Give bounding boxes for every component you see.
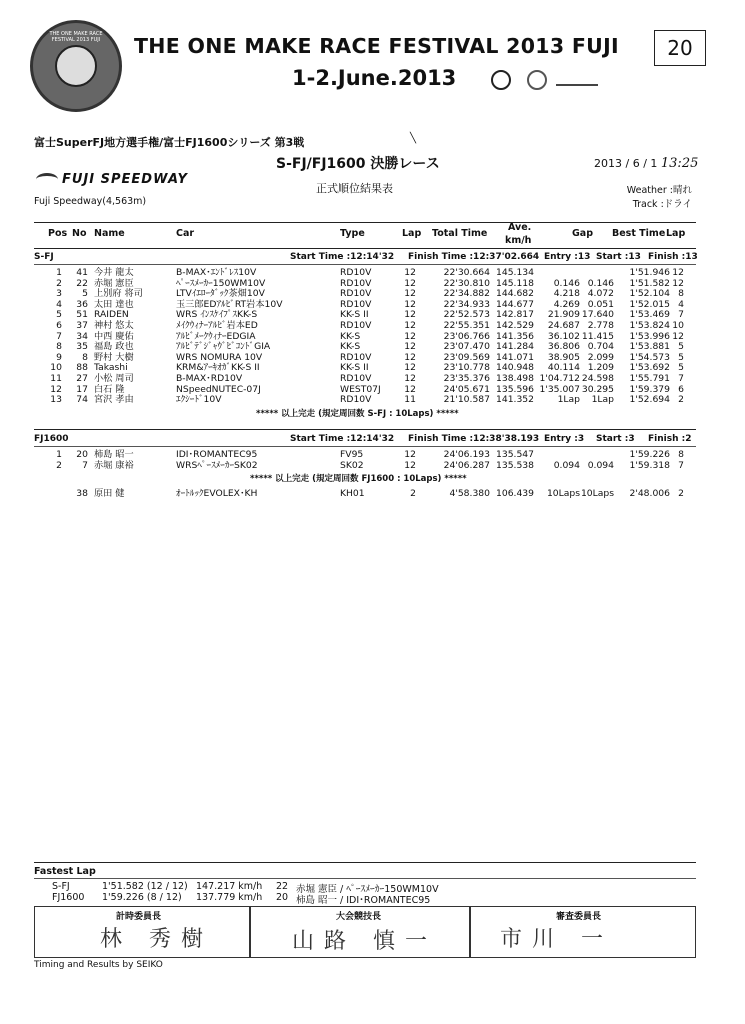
fastest-class: S-FJ — [52, 881, 70, 892]
cell-no: 20 — [76, 449, 88, 460]
cell-best: 1'55.791 — [629, 373, 670, 384]
cell-name: 赤堀 康裕 — [94, 459, 134, 471]
group-rule — [34, 264, 696, 265]
cell-bestlap: 8 — [678, 449, 684, 460]
cell-gap2: 1.209 — [587, 362, 614, 374]
race-title: S-FJ/FJ1600 決勝レース — [276, 156, 440, 172]
cell-total: 23'09.569 — [443, 351, 490, 363]
cell-no: 22 — [76, 277, 88, 289]
cell-best: 2'48.006 — [629, 488, 670, 500]
cell-total: 22'34.933 — [443, 298, 490, 310]
cell-gap1: 1Lap — [557, 394, 580, 406]
fastest-car-no: 22 — [276, 881, 289, 892]
cell-bestlap: 10 — [672, 320, 684, 331]
cell-total: 24'06.193 — [443, 449, 490, 460]
group-finish: Finish :13 — [648, 252, 698, 262]
cell-total: 23'07.470 — [443, 341, 490, 353]
document-date — [594, 156, 698, 171]
table-row — [34, 449, 696, 460]
group-start: Start :13 — [596, 252, 641, 262]
cell-car: ﾍﾟｰｽﾒｰｶｰ150WM10V — [176, 277, 266, 289]
cell-type: RD10V — [340, 288, 372, 300]
cell-bestlap: 8 — [678, 288, 684, 300]
cell-bestlap: 2 — [678, 488, 684, 500]
cell-best: 1'53.824 — [629, 320, 670, 331]
cell-no: 8 — [82, 351, 88, 363]
cell-bestlap: 2 — [678, 394, 684, 406]
cell-total: 22'34.882 — [443, 288, 490, 300]
cell-name: Takashi — [94, 362, 128, 374]
table-row — [34, 384, 696, 395]
cell-name: 神村 悠太 — [94, 320, 134, 331]
cell-best: 1'51.582 — [629, 277, 670, 289]
cell-type: RD10V — [340, 298, 372, 310]
group-start-time: Start Time :12:14'32 — [290, 434, 395, 444]
cell-type: WEST07J — [340, 383, 381, 395]
cell-pos: 2 — [56, 277, 62, 289]
cell-type: KK-S II — [340, 309, 369, 321]
table-row — [34, 352, 696, 363]
cell-car: IDI･ROMANTEC95 — [176, 449, 258, 460]
cell-car: KRM&ｱｰｷｵｶﾞKK-S II — [176, 362, 260, 374]
cell-lap: 12 — [404, 373, 416, 384]
page-title: THE ONE MAKE RACE FESTIVAL 2013 FUJI — [134, 34, 619, 58]
cell-type: RD10V — [340, 394, 372, 406]
cell-bestlap: 12 — [672, 330, 684, 342]
cell-best: 1'51.946 — [629, 267, 670, 278]
cell-gap2: 24.598 — [581, 373, 614, 384]
cell-lap: 12 — [404, 341, 416, 353]
weather-label: Weather :晴れ — [626, 185, 692, 196]
group-rule — [34, 446, 696, 447]
cell-name: 上別府 将司 — [94, 288, 143, 300]
col-name: Name — [94, 228, 125, 239]
cell-best: 1'59.318 — [629, 459, 670, 471]
series-line: 富士SuperFJ地方選手権/富士FJ1600シリーズ 第3戦 — [34, 136, 305, 149]
cell-bestlap: 5 — [678, 351, 684, 363]
cell-gap2: 11.415 — [581, 330, 614, 342]
fastest-class: FJ1600 — [52, 892, 85, 903]
cell-type: RD10V — [340, 277, 372, 289]
cell-pos: 12 — [50, 383, 62, 395]
cell-type: KK-S II — [340, 362, 369, 374]
cell-car: ﾒｲｸｳｨﾅｰｱﾙﾋﾞ岩本ED — [176, 320, 258, 331]
cell-gap1: 1'04.712 — [539, 373, 580, 384]
signature-race-director: 山路 慎一 — [292, 929, 437, 954]
cell-total: 22'30.664 — [443, 267, 490, 278]
cell-ave: 142.529 — [496, 320, 534, 331]
cell-gap2: 17.640 — [581, 309, 614, 321]
cell-total: 24'06.287 — [443, 459, 490, 471]
cell-lap: 12 — [404, 459, 416, 471]
cell-type: KK-S — [340, 330, 361, 342]
group-start-time: Start Time :12:14'32 — [290, 252, 395, 262]
cell-gap2: 0.146 — [587, 277, 614, 289]
cell-bestlap: 7 — [678, 459, 684, 471]
cell-ave: 135.538 — [496, 459, 534, 471]
cell-gap2: 0.704 — [587, 341, 614, 353]
completion-note: ***** 以上完走 (規定周回数 S-FJ : 10Laps) ***** — [256, 408, 459, 419]
cell-best: 1'54.573 — [629, 351, 670, 363]
cell-pos: 5 — [56, 309, 62, 321]
cell-lap: 12 — [404, 362, 416, 374]
cell-bestlap: 7 — [678, 309, 684, 321]
cell-type: RD10V — [340, 373, 372, 384]
cell-name: 赤堀 憲臣 — [94, 277, 134, 289]
circuit-name: Fuji Speedway(4,563m) — [34, 196, 147, 207]
cell-car: WRS ｲﾝｽｹｲﾌﾟｽKK-S — [176, 309, 258, 321]
document-type: 正式順位結果表 — [316, 182, 393, 195]
cell-type: FV95 — [340, 449, 364, 460]
group-entry: Entry :13 — [544, 252, 591, 262]
cell-no: 36 — [76, 298, 88, 310]
cell-ave: 145.118 — [496, 277, 534, 289]
cell-total: 23'35.376 — [443, 373, 490, 384]
col-gap: Gap — [572, 228, 594, 239]
cell-name: 野村 大樹 — [94, 351, 134, 363]
cell-gap1: 36.102 — [547, 330, 580, 342]
cell-ave: 142.817 — [496, 309, 534, 321]
cell-gap1: 36.806 — [547, 341, 580, 353]
cell-car: LTVｲｴﾛｰﾀﾞｯｸ茶畑10V — [176, 288, 265, 300]
cell-name: 原田 健 — [94, 488, 125, 500]
col-pos: Pos — [48, 228, 68, 239]
col-no: No — [72, 228, 87, 239]
group-end-rule — [34, 429, 696, 430]
cell-ave: 135.547 — [496, 449, 534, 460]
cell-pos: 6 — [56, 320, 62, 331]
logo-emblem-icon — [55, 45, 97, 87]
cell-lap: 12 — [404, 298, 416, 310]
fastest-lap-header-rule — [34, 878, 696, 879]
cell-bestlap: 12 — [672, 277, 684, 289]
group-entry: Entry :3 — [544, 434, 585, 444]
cell-ave: 141.284 — [496, 341, 534, 353]
fastest-time: 1'59.226 (8 / 12) — [102, 892, 182, 903]
sponsor-badge-icon — [491, 70, 511, 90]
cell-best: 1'53.996 — [629, 330, 670, 342]
cell-gap1: 0.094 — [553, 459, 580, 471]
cell-bestlap: 12 — [672, 267, 684, 278]
cell-best: 1'52.104 — [629, 288, 670, 300]
timing-credit: Timing and Results by SEIKO — [34, 960, 163, 970]
group-finish-time: Finish Time :12:37'02.664 — [408, 252, 540, 262]
cell-bestlap: 5 — [678, 362, 684, 374]
fastest-lap-label: Fastest Lap — [34, 866, 96, 877]
track-label: Track :ドライ — [632, 199, 692, 210]
cell-total: 24'05.671 — [443, 383, 490, 395]
cell-pos: 4 — [56, 298, 62, 310]
cell-name: 白石 隆 — [94, 383, 125, 395]
cell-ave: 140.948 — [496, 362, 534, 374]
festival-logo-text: THE ONE MAKE RACE FESTIVAL 2013 FUJI — [49, 31, 103, 43]
cell-car: WRS NOMURA 10V — [176, 351, 263, 363]
fastest-speed: 137.779 km/h — [196, 892, 263, 903]
date-printed: 2013 / 6 / 1 — [594, 157, 658, 170]
cell-pos: 1 — [56, 449, 62, 460]
table-row — [34, 288, 696, 299]
cell-car: ｵｰﾄﾙｯｸEVOLEX･KH — [176, 488, 258, 500]
cell-lap: 12 — [404, 309, 416, 321]
signature-timing: 林 秀樹 — [100, 927, 213, 952]
table-row — [34, 278, 696, 289]
cell-total: 22'52.573 — [443, 309, 490, 321]
col-best-lap: Lap — [666, 228, 686, 239]
table-row — [34, 309, 696, 320]
festival-logo — [30, 20, 122, 112]
cell-no: 37 — [76, 320, 88, 331]
cell-total: 21'10.587 — [443, 394, 490, 406]
cell-no: 51 — [76, 309, 88, 321]
cell-name: 小松 周司 — [94, 373, 134, 384]
signature-stewards: 市川 一 — [500, 927, 613, 952]
cell-pos: 3 — [56, 288, 62, 300]
cell-total: 23'10.778 — [443, 362, 490, 374]
cell-lap: 12 — [404, 383, 416, 395]
table-top-rule — [34, 222, 696, 223]
cell-car: B-MAX･ｴﾝﾄﾞﾚｽ10V — [176, 267, 257, 278]
cell-name: RAIDEN — [94, 309, 129, 321]
cell-type: RD10V — [340, 320, 372, 331]
group-name: S-FJ — [34, 252, 54, 262]
cell-gap1: 4.269 — [553, 298, 580, 310]
cell-name: 太田 達也 — [94, 298, 134, 310]
cell-bestlap: 4 — [678, 298, 684, 310]
fastest-speed: 147.217 km/h — [196, 881, 263, 892]
cell-gap2: 2.099 — [587, 351, 614, 363]
cell-name: 中西 慶佑 — [94, 330, 134, 342]
cell-gap2: 1Lap — [591, 394, 614, 406]
cell-total: 4'58.380 — [449, 488, 490, 500]
cell-pos: 10 — [50, 362, 62, 374]
table-row — [34, 362, 696, 373]
signature-title-race-director: 大会競技長 — [336, 912, 382, 922]
table-header-rule — [34, 248, 696, 249]
fastest-lap-top-rule — [34, 862, 696, 863]
cell-gap2: 0.051 — [587, 298, 614, 310]
col-lap: Lap — [402, 228, 422, 239]
table-row — [34, 331, 696, 342]
cell-type: KH01 — [340, 488, 365, 500]
cell-total: 22'55.351 — [443, 320, 490, 331]
cell-pos: 1 — [56, 267, 62, 278]
signature-title-stewards: 審査委員長 — [556, 912, 602, 922]
cell-gap2: 30.295 — [581, 383, 614, 395]
cell-gap1: 24.687 — [547, 320, 580, 331]
cell-pos: 2 — [56, 459, 62, 471]
cell-best: 1'53.881 — [629, 341, 670, 353]
table-row — [34, 341, 696, 352]
cell-bestlap: 5 — [678, 341, 684, 353]
cell-lap: 12 — [404, 320, 416, 331]
cell-name: 柿島 昭一 — [94, 449, 134, 460]
cell-ave: 106.439 — [496, 488, 534, 500]
cell-no: 5 — [82, 288, 88, 300]
event-dates: 1-2.June.2013 — [292, 66, 457, 90]
cell-car: ｱﾙﾋﾞﾃﾞｼﾞｬｳﾞﾋﾞｺﾝﾄﾞGIA — [176, 341, 271, 353]
col-best-time: Best Time — [612, 228, 666, 239]
col-ave-unit: km/h — [505, 235, 532, 246]
cell-name: 福島 政也 — [94, 341, 134, 353]
swoosh-icon — [36, 173, 58, 186]
sponsor-badge-icon-2 — [527, 70, 547, 90]
venue-logo — [36, 172, 188, 187]
cell-car: 玉三郎EDｱﾙﾋﾞRT岩本10V — [176, 298, 283, 310]
cell-lap: 12 — [404, 449, 416, 460]
cell-gap2: 4.072 — [587, 288, 614, 300]
cell-no: 17 — [76, 383, 88, 395]
cell-gap1: 1'35.007 — [539, 383, 580, 395]
table-row — [34, 460, 696, 471]
cell-gap2: 10Laps — [580, 488, 614, 500]
completion-note: ***** 以上完走 (規定周回数 FJ1600 : 10Laps) ***** — [250, 474, 467, 485]
col-total-time: Total Time — [432, 228, 488, 239]
cell-gap1: 0.146 — [553, 277, 580, 289]
fastest-driver-car: 柿島 昭一 / IDI･ROMANTEC95 — [296, 895, 431, 906]
cell-best: 1'52.015 — [629, 298, 670, 310]
cell-no: 88 — [76, 362, 88, 374]
cell-gap1: 40.114 — [547, 362, 580, 374]
cell-no: 27 — [76, 373, 88, 384]
cell-type: RD10V — [340, 351, 372, 363]
group-name: FJ1600 — [34, 434, 69, 444]
col-ave: Ave. — [508, 222, 532, 233]
cell-name: 今井 龍太 — [94, 267, 134, 278]
table-row — [34, 320, 696, 331]
fastest-driver-car: 赤堀 憲臣 / ﾍﾟｰｽﾒｰｶｰ150WM10V — [296, 884, 439, 895]
fastest-time: 1'51.582 (12 / 12) — [102, 881, 188, 892]
cell-gap1: 4.218 — [553, 288, 580, 300]
group-finish-time: Finish Time :12:38'38.193 — [408, 434, 540, 444]
cell-pos: 9 — [56, 351, 62, 363]
cell-lap: 12 — [404, 277, 416, 289]
cell-car: B-MAX･RD10V — [176, 373, 243, 384]
cell-ave: 144.677 — [496, 298, 534, 310]
cell-gap1: 10Laps — [546, 488, 580, 500]
cell-ave: 141.356 — [496, 330, 534, 342]
cell-ave: 141.352 — [496, 394, 534, 406]
cell-best: 1'53.692 — [629, 362, 670, 374]
cell-car: ｱﾙﾋﾞﾒｰｸｳｨﾅｰEDGIA — [176, 330, 256, 342]
cell-lap: 2 — [410, 488, 416, 500]
cell-total: 22'30.810 — [443, 277, 490, 289]
cell-no: 41 — [76, 267, 88, 278]
cell-ave: 141.071 — [496, 351, 534, 363]
cell-car: ｴｸｼｰﾄﾞ10V — [176, 394, 222, 406]
cell-gap1: 38.905 — [547, 351, 580, 363]
cell-no: 38 — [76, 488, 88, 500]
cell-type: KK-S — [340, 341, 361, 353]
page-number: 20 — [654, 30, 706, 66]
cell-car: WRSﾍﾟｰｽﾒｰｶｰSK02 — [176, 459, 258, 471]
cell-best: 1'59.226 — [629, 449, 670, 460]
cell-pos: 8 — [56, 341, 62, 353]
cell-bestlap: 7 — [678, 373, 684, 384]
cell-best: 1'52.694 — [629, 394, 670, 406]
cell-name: 宮沢 孝由 — [94, 394, 134, 406]
cell-total: 23'06.766 — [443, 330, 490, 342]
signature-title-timing: 計時委員長 — [116, 912, 162, 922]
cell-no: 74 — [76, 394, 88, 406]
cell-best: 1'53.469 — [629, 309, 670, 321]
cell-bestlap: 6 — [678, 383, 684, 395]
cell-ave: 144.682 — [496, 288, 534, 300]
cell-gap2: 2.778 — [587, 320, 614, 331]
cell-no: 35 — [76, 341, 88, 353]
cell-type: SK02 — [340, 459, 364, 471]
cell-lap: 12 — [404, 267, 416, 278]
time-handwritten: 13:25 — [660, 156, 699, 171]
cell-gap1: 21.909 — [547, 309, 580, 321]
scan-mark-icon: ╲ — [410, 133, 417, 144]
cell-ave: 135.596 — [496, 383, 534, 395]
cell-pos: 7 — [56, 330, 62, 342]
col-type: Type — [340, 228, 365, 239]
cell-no: 7 — [82, 459, 88, 471]
cell-lap: 12 — [404, 288, 416, 300]
col-car: Car — [176, 228, 195, 239]
cell-ave: 145.134 — [496, 267, 534, 278]
table-row — [34, 373, 696, 384]
cell-ave: 138.498 — [496, 373, 534, 384]
cell-lap: 12 — [404, 351, 416, 363]
venue-logo-text: FUJI SPEEDWAY — [62, 172, 188, 187]
cell-lap: 12 — [404, 330, 416, 342]
table-row — [34, 299, 696, 310]
fastest-car-no: 20 — [276, 892, 289, 903]
cell-no: 34 — [76, 330, 88, 342]
sponsor-logo-icon — [556, 74, 598, 86]
group-start: Start :3 — [596, 434, 635, 444]
table-row — [34, 267, 696, 278]
cell-pos: 11 — [50, 373, 62, 384]
cell-gap2: 0.094 — [587, 459, 614, 471]
cell-car: NSpeedNUTEC-07J — [176, 383, 261, 395]
cell-best: 1'59.379 — [629, 383, 670, 395]
cell-type: RD10V — [340, 267, 372, 278]
cell-pos: 13 — [50, 394, 62, 406]
table-row — [34, 394, 696, 405]
group-finish: Finish :2 — [648, 434, 692, 444]
table-row — [34, 488, 696, 499]
cell-lap: 11 — [404, 394, 416, 406]
